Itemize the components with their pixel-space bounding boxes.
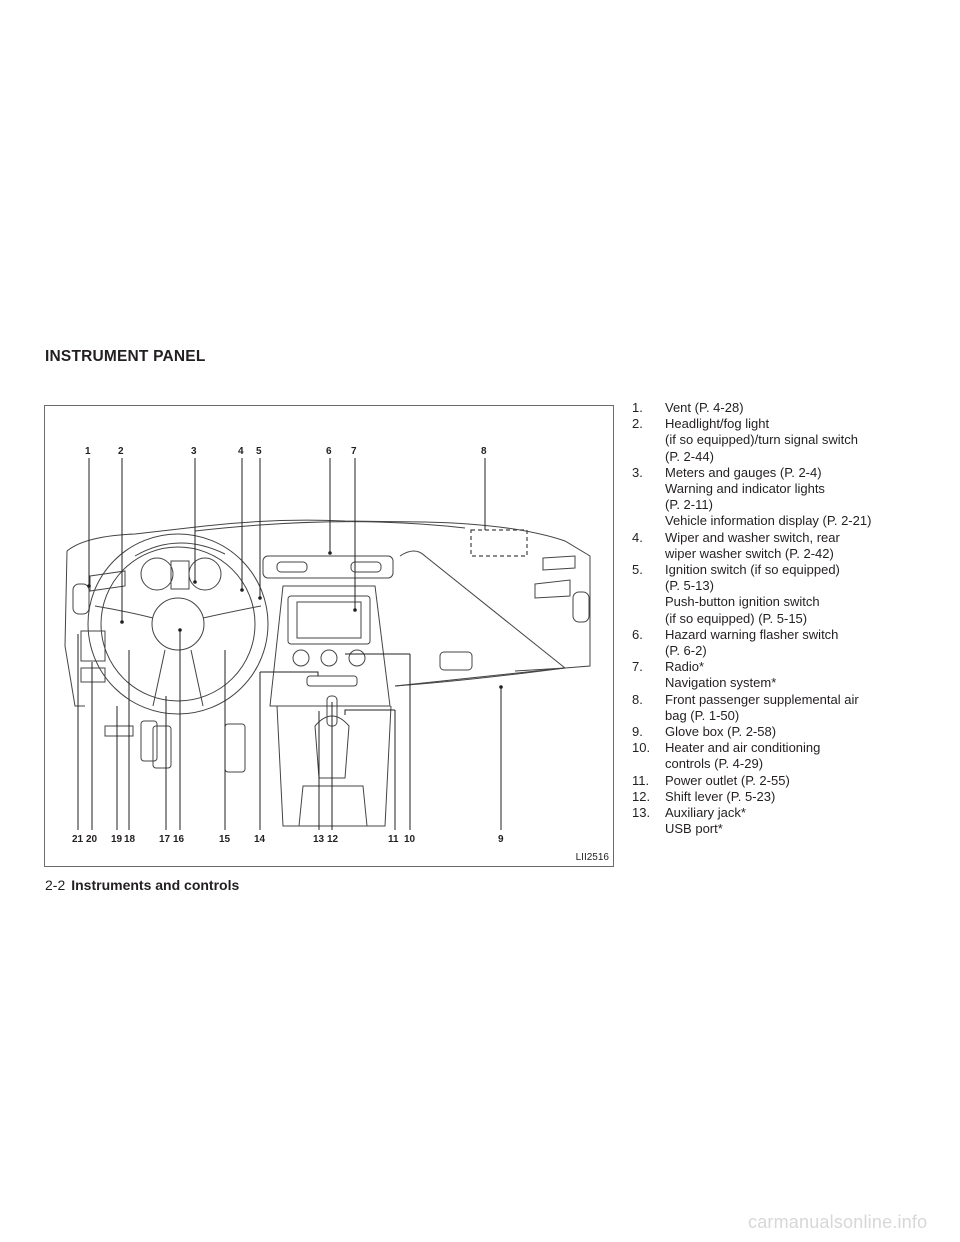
callout-8: 8 [481, 446, 487, 457]
legend-item-line: Heater and air conditioning [665, 740, 821, 756]
callout-20: 20 [86, 834, 98, 845]
callout-14: 14 [254, 834, 266, 845]
legend-item-line: Power outlet (P. 2-55) [665, 772, 790, 788]
callout-3: 3 [191, 446, 197, 457]
legend-item-line: Hazard warning flasher switch [665, 626, 839, 642]
legend-item-line: Vehicle information display (P. 2-21) [665, 513, 872, 529]
legend-item-number: 7. [632, 659, 643, 675]
instrument-panel-figure [44, 405, 614, 867]
section-title: INSTRUMENT PANEL [45, 348, 206, 365]
legend-item-line: wiper washer switch (P. 2-42) [665, 545, 834, 561]
legend-item-line: Auxiliary jack* [665, 805, 746, 821]
legend-item [632, 416, 950, 465]
legend-item-line: Warning and indicator lights [665, 481, 825, 497]
legend-item-line: controls (P. 4-29) [665, 756, 764, 772]
legend-item [632, 530, 950, 562]
legend-item-number: 3. [632, 464, 643, 480]
legend-item [632, 724, 950, 740]
legend-item [632, 692, 950, 724]
legend-item-number: 12. [632, 788, 651, 804]
legend-item-number: 13. [632, 805, 651, 821]
legend-item-number: 8. [632, 691, 643, 707]
callout-10: 10 [404, 834, 416, 845]
legend-item [632, 627, 950, 659]
page-footer [45, 877, 239, 893]
callout-11: 11 [388, 834, 399, 845]
legend-item-line: (P. 5-13) [665, 578, 714, 594]
legend-item-line: Wiper and washer switch, rear [665, 529, 840, 545]
legend-item [632, 789, 950, 805]
footer-section: Instruments and controls [71, 877, 240, 893]
legend-item [632, 465, 950, 530]
legend-item-line: (P. 6-2) [665, 643, 707, 659]
watermark: carmanualsonline.info [748, 1212, 928, 1232]
legend-item [632, 659, 950, 691]
callout-19: 19 [111, 834, 123, 845]
legend-item-number: 5. [632, 562, 643, 578]
callout-4: 4 [238, 446, 244, 457]
legend-item-line: (if so equipped)/turn signal switch [665, 432, 858, 448]
legend-item-line: Vent (P. 4-28) [665, 400, 744, 415]
callout-18: 18 [124, 834, 136, 845]
legend-item-line: (if so equipped) (P. 5-15) [665, 610, 808, 626]
legend-item-number: 11. [632, 772, 650, 788]
legend-item-number: 9. [632, 724, 643, 740]
callout-17: 17 [159, 834, 171, 845]
legend-item-line: Ignition switch (if so equipped) [665, 562, 840, 578]
dashboard-illustration [45, 406, 613, 866]
legend-item-line: Shift lever (P. 5-23) [665, 788, 776, 804]
legend-item-line: Radio* [665, 659, 705, 675]
legend-item-number: 2. [632, 416, 643, 432]
legend-item-number: 1. [632, 400, 643, 415]
callout-12: 12 [327, 834, 339, 845]
page-number: 2-2 [45, 877, 66, 893]
callout-16: 16 [173, 834, 185, 845]
legend-item-line: USB port* [665, 821, 723, 837]
legend-item-line: (P. 2-44) [665, 448, 714, 464]
callout-1: 1 [85, 446, 91, 457]
callout-7: 7 [351, 446, 357, 457]
legend-list [632, 400, 950, 837]
legend-item-line: Front passenger supplemental air [665, 691, 859, 707]
legend-item [632, 740, 950, 772]
legend-item [632, 805, 950, 837]
legend-item-line: Glove box (P. 2-58) [665, 724, 777, 740]
callout-9: 9 [498, 834, 504, 845]
legend-item [632, 400, 950, 416]
callout-2: 2 [118, 446, 124, 457]
legend-item-line: Meters and gauges (P. 2-4) [665, 464, 822, 480]
legend-item-line: (P. 2-11) [665, 497, 713, 513]
legend-item-number: 10. [632, 740, 651, 756]
figure-code: LII2516 [575, 852, 609, 863]
legend-item-number: 4. [632, 529, 643, 545]
legend-item-line: Push-button ignition switch [665, 594, 820, 610]
callout-5: 5 [256, 446, 262, 457]
callout-15: 15 [219, 834, 231, 845]
legend-item [632, 562, 950, 627]
legend-item [632, 773, 950, 789]
legend-item-line: bag (P. 1-50) [665, 707, 740, 723]
callout-21: 21 [72, 834, 84, 845]
legend-item-number: 6. [632, 626, 643, 642]
callout-6: 6 [326, 446, 332, 457]
callout-13: 13 [313, 834, 325, 845]
legend-item-line: Navigation system* [665, 675, 777, 691]
legend-item-line: Headlight/fog light [665, 416, 770, 432]
